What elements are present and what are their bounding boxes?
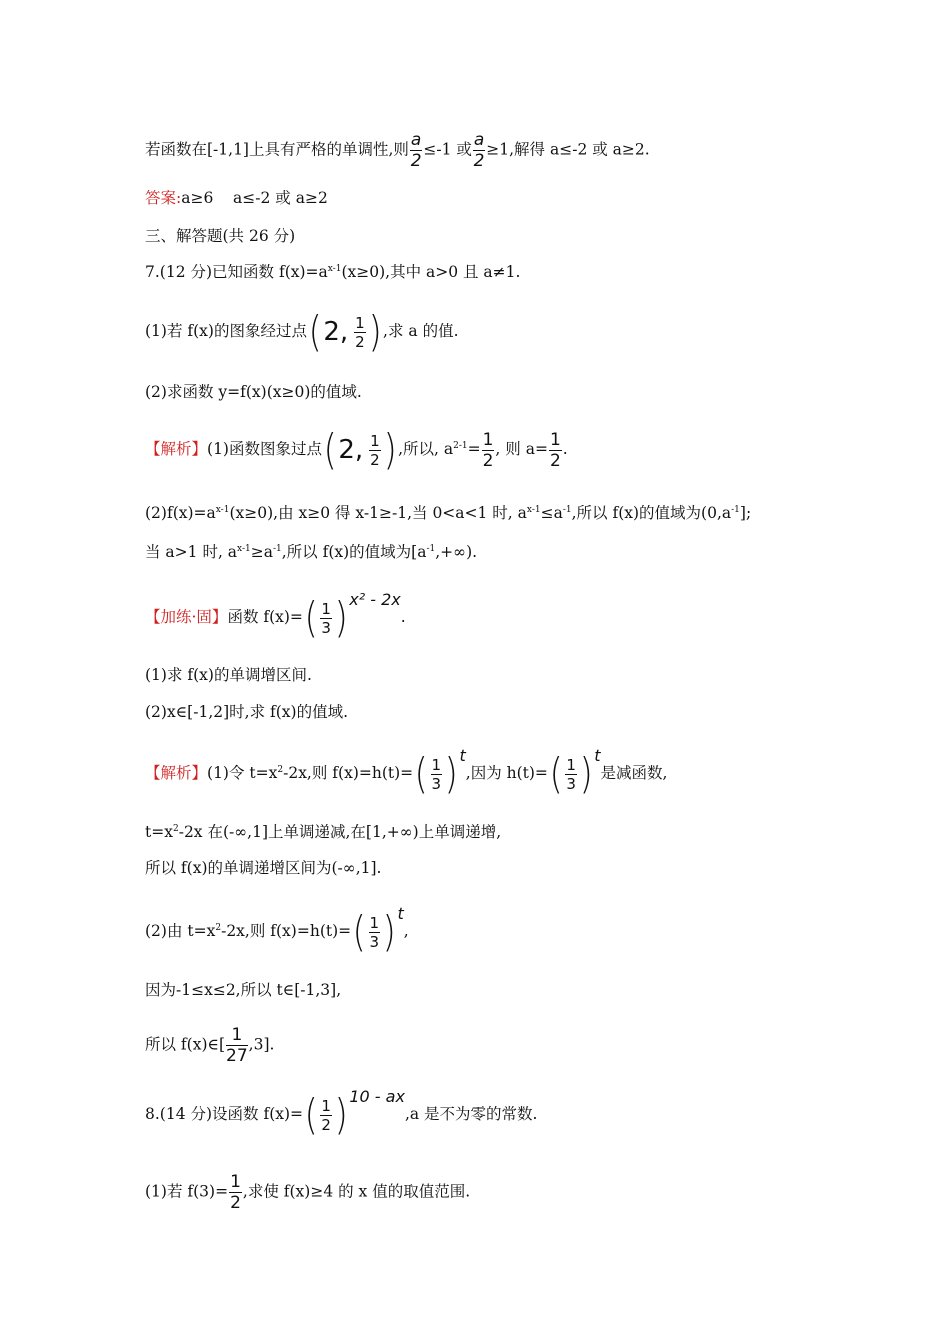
problem-7-part-2: (2)求函数 y=f(x)(x≥0)的值域. [145, 383, 362, 401]
answer-label: 答案: [145, 189, 182, 207]
practice-solution-part-2: (2)由 $t=x^2-2x$,则 f(x)=h(t)=( $\frac{1}{3}$ ) t, [145, 904, 409, 956]
practice-solution-part-1: 【解析】(1)令 $t=x^2-2x$,则 f(x)=h(t)=( $\frac{1}{3}$ ) t,因为 h(t)=( $\frac{1}{3}$ ) t是减函数, [145, 746, 668, 798]
solution-7-part-2: $(2)f(x)=a^{x-1}(x\ge 0)$,由 x≥0 得 x-1≥-1,当 0<a<1 时, $a^{x-1}\le a^{-1}$,所以 f(x)的值域为$(0,a^{-1}]$; [145, 504, 752, 522]
problem-7-part-1: (1)若 f(x)的图象经过点(2, $\frac{1}{2}$ ) ,求 a 的值. [145, 307, 459, 356]
solution-7-part-2-cont: 当 a>1 时, $a^{x-1}\ge a^{-1}$,所以 f(x)的值域为$[a^{-1},+\infty)$. [145, 543, 478, 561]
practice-part-2: (2)x∈[-1,2]时,求 f(x)的值域. [145, 703, 349, 721]
practice-solution-line: $t=x^2-2x$ 在(-∞,1]上单调递减,在[1,+∞)上单调递增, [145, 823, 502, 841]
practice-problem: 【加练·固】函数 f(x)=( $\frac{1}{3}$ ) x² - 2x. [145, 590, 406, 642]
answer-line: 答案:a≥6 a≤-2 或 a≥2 [145, 189, 328, 207]
practice-solution-line: 因为-1≤x≤2,所以 t∈[-1,3], [145, 981, 342, 999]
practice-solution-line: 所以 f(x)的单调递增区间为(-∞,1]. [145, 859, 382, 877]
problem-8-statement: 8.(14 分)设函数 f(x)=( $\frac{1}{2}$ ) 10 - ax,a 是不为零的常数. [145, 1087, 538, 1139]
solution-7-part-1: 【解析】(1)函数图象过点(2, $\frac{1}{2}$ ) ,所以, $a^{2-1}=$ $\frac{1}{2}$ , 则 a= $\frac{1}{2}$ . [145, 425, 568, 474]
solution-line-monotonic: 若函数在[-1,1]上具有严格的单调性,则 $\frac{a}{2}$ ≤-1 或 $\frac{a}{2}$ ≥1,解得 a≤-2 或 a≥2. [145, 130, 650, 171]
problem-8-part-1: (1)若 f(3)= $\frac{1}{2}$ ,求使 f(x)≥4 的 x 值的取值范围. [145, 1172, 471, 1213]
analysis-tag: 【解析】 [145, 764, 208, 782]
analysis-tag: 【解析】 [145, 440, 208, 458]
practice-part-1: (1)求 f(x)的单调增区间. [145, 666, 312, 684]
problem-7-statement: 7.(12 分)已知函数 $f(x)=a^{x-1}(x\ge 0)$,其中 a>0 且 a≠1. [145, 263, 521, 281]
fraction-a-over-2: $\frac{a}{2}$ [473, 130, 485, 171]
section-heading: 三、解答题(共 26 分) [145, 227, 296, 245]
fraction-a-over-2: $\frac{a}{2}$ [410, 130, 422, 171]
practice-solution-result: 所以 f(x)∈[ $\frac{1}{27}$ ,3]. [145, 1025, 275, 1066]
practice-tag: 【加练·固】 [145, 608, 228, 626]
